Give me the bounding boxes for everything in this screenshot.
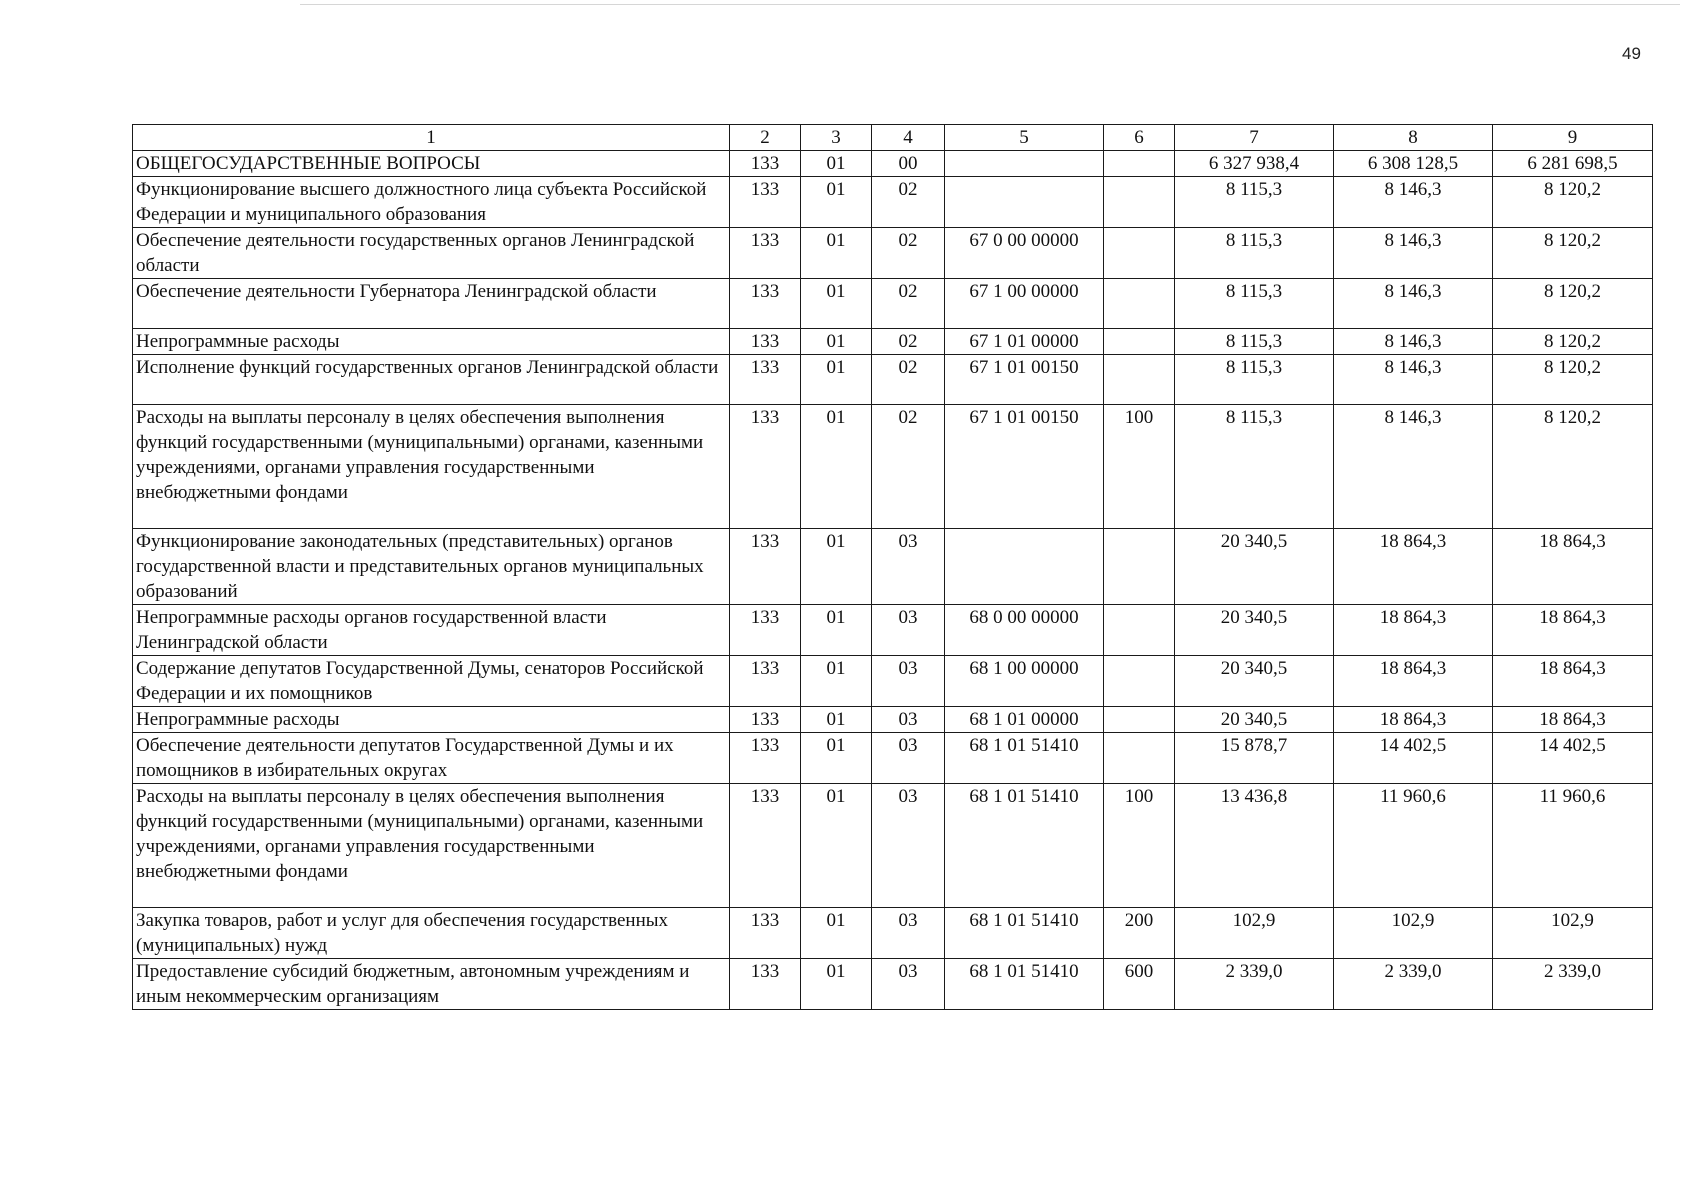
row-cell-c3: 01 bbox=[801, 656, 872, 707]
row-cell-c7: 8 115,3 bbox=[1175, 228, 1334, 279]
row-cell-c7: 13 436,8 bbox=[1175, 784, 1334, 908]
header-row bbox=[133, 125, 1653, 151]
row-name-cell: Функционирование высшего должностного лица субъекта Российской Федерации и муниципального образования bbox=[133, 177, 730, 228]
row-cell-c4: 03 bbox=[872, 908, 945, 959]
row-name-cell: Непрограммные расходы органов государственной власти Ленинградской области bbox=[133, 605, 730, 656]
row-cell-c3: 01 bbox=[801, 151, 872, 177]
table-row bbox=[133, 177, 1653, 228]
row-cell-c3: 01 bbox=[801, 605, 872, 656]
row-cell-c8: 18 864,3 bbox=[1334, 707, 1493, 733]
row-cell-c6: 200 bbox=[1104, 908, 1175, 959]
table-row bbox=[133, 529, 1653, 605]
row-cell-c2: 133 bbox=[730, 279, 801, 329]
row-cell-c2: 133 bbox=[730, 908, 801, 959]
row-cell-c9: 8 120,2 bbox=[1493, 355, 1653, 405]
row-cell-c5 bbox=[945, 151, 1104, 177]
row-cell-c2: 133 bbox=[730, 959, 801, 1010]
row-cell-c5: 68 1 01 51410 bbox=[945, 733, 1104, 784]
row-cell-c9: 18 864,3 bbox=[1493, 707, 1653, 733]
row-name-cell: Предоставление субсидий бюджетным, автономным учреждениям и иным некоммерческим организациям bbox=[133, 959, 730, 1010]
row-cell-c9: 8 120,2 bbox=[1493, 279, 1653, 329]
row-cell-c5 bbox=[945, 529, 1104, 605]
row-cell-c2: 133 bbox=[730, 707, 801, 733]
table-row bbox=[133, 656, 1653, 707]
row-cell-c4: 03 bbox=[872, 959, 945, 1010]
row-cell-c5: 67 1 00 00000 bbox=[945, 279, 1104, 329]
row-cell-c3: 01 bbox=[801, 177, 872, 228]
row-cell-c2: 133 bbox=[730, 784, 801, 908]
row-cell-c2: 133 bbox=[730, 529, 801, 605]
column-header: 2 bbox=[730, 125, 801, 151]
column-header: 7 bbox=[1175, 125, 1334, 151]
row-cell-c4: 02 bbox=[872, 228, 945, 279]
row-cell-c7: 8 115,3 bbox=[1175, 329, 1334, 355]
row-cell-c8: 18 864,3 bbox=[1334, 529, 1493, 605]
row-cell-c2: 133 bbox=[730, 405, 801, 529]
row-cell-c6 bbox=[1104, 151, 1175, 177]
row-cell-c6 bbox=[1104, 605, 1175, 656]
row-cell-c9: 11 960,6 bbox=[1493, 784, 1653, 908]
row-cell-c2: 133 bbox=[730, 177, 801, 228]
row-cell-c5: 67 0 00 00000 bbox=[945, 228, 1104, 279]
scan-edge-line bbox=[300, 4, 1680, 5]
row-cell-c9: 102,9 bbox=[1493, 908, 1653, 959]
row-cell-c6 bbox=[1104, 228, 1175, 279]
row-cell-c8: 8 146,3 bbox=[1334, 329, 1493, 355]
row-cell-c2: 133 bbox=[730, 733, 801, 784]
row-cell-c2: 133 bbox=[730, 329, 801, 355]
row-cell-c5: 67 1 01 00150 bbox=[945, 405, 1104, 529]
row-cell-c7: 8 115,3 bbox=[1175, 279, 1334, 329]
row-cell-c4: 00 bbox=[872, 151, 945, 177]
row-name-cell: Обеспечение деятельности государственных органов Ленинградской области bbox=[133, 228, 730, 279]
row-cell-c7: 20 340,5 bbox=[1175, 656, 1334, 707]
table-row bbox=[133, 151, 1653, 177]
row-cell-c8: 8 146,3 bbox=[1334, 405, 1493, 529]
row-cell-c4: 03 bbox=[872, 605, 945, 656]
table-row bbox=[133, 355, 1653, 405]
row-cell-c6 bbox=[1104, 733, 1175, 784]
row-cell-c8: 11 960,6 bbox=[1334, 784, 1493, 908]
table-row bbox=[133, 279, 1653, 329]
row-cell-c9: 6 281 698,5 bbox=[1493, 151, 1653, 177]
table-row bbox=[133, 405, 1653, 529]
row-name-cell: Обеспечение деятельности депутатов Государственной Думы и их помощников в избирательных округах bbox=[133, 733, 730, 784]
row-cell-c5: 68 1 01 00000 bbox=[945, 707, 1104, 733]
row-cell-c3: 01 bbox=[801, 355, 872, 405]
row-cell-c2: 133 bbox=[730, 228, 801, 279]
row-cell-c3: 01 bbox=[801, 529, 872, 605]
row-cell-c7: 15 878,7 bbox=[1175, 733, 1334, 784]
row-cell-c8: 2 339,0 bbox=[1334, 959, 1493, 1010]
table-row bbox=[133, 959, 1653, 1010]
column-header: 5 bbox=[945, 125, 1104, 151]
row-name-cell: Исполнение функций государственных органов Ленинградской области bbox=[133, 355, 730, 405]
column-header: 3 bbox=[801, 125, 872, 151]
row-cell-c4: 02 bbox=[872, 329, 945, 355]
row-cell-c4: 02 bbox=[872, 177, 945, 228]
column-header: 4 bbox=[872, 125, 945, 151]
row-cell-c3: 01 bbox=[801, 329, 872, 355]
row-name-cell: Непрограммные расходы bbox=[133, 707, 730, 733]
row-cell-c2: 133 bbox=[730, 605, 801, 656]
row-cell-c3: 01 bbox=[801, 908, 872, 959]
table-body bbox=[133, 151, 1653, 1010]
row-cell-c9: 8 120,2 bbox=[1493, 329, 1653, 355]
row-cell-c4: 03 bbox=[872, 784, 945, 908]
row-cell-c6 bbox=[1104, 177, 1175, 228]
row-name-cell: Содержание депутатов Государственной Думы, сенаторов Российской Федерации и их помощников bbox=[133, 656, 730, 707]
page-number: 49 bbox=[1622, 44, 1641, 63]
row-cell-c6: 100 bbox=[1104, 784, 1175, 908]
column-header: 1 bbox=[133, 125, 730, 151]
table-row bbox=[133, 228, 1653, 279]
row-cell-c4: 02 bbox=[872, 279, 945, 329]
table-row bbox=[133, 329, 1653, 355]
row-cell-c5: 68 1 00 00000 bbox=[945, 656, 1104, 707]
column-header: 8 bbox=[1334, 125, 1493, 151]
row-cell-c9: 18 864,3 bbox=[1493, 529, 1653, 605]
row-name-cell: Закупка товаров, работ и услуг для обеспечения государственных (муниципальных) нужд bbox=[133, 908, 730, 959]
row-cell-c3: 01 bbox=[801, 707, 872, 733]
row-cell-c5: 68 1 01 51410 bbox=[945, 784, 1104, 908]
row-cell-c4: 03 bbox=[872, 707, 945, 733]
row-cell-c4: 03 bbox=[872, 529, 945, 605]
row-cell-c8: 102,9 bbox=[1334, 908, 1493, 959]
row-name-cell: Расходы на выплаты персоналу в целях обеспечения выполнения функций государственными (муниципальными) органами, казенными учреждениями, органами управления государственными внебюджетными фондами bbox=[133, 405, 730, 529]
table-row bbox=[133, 908, 1653, 959]
row-cell-c7: 20 340,5 bbox=[1175, 605, 1334, 656]
row-cell-c2: 133 bbox=[730, 656, 801, 707]
row-cell-c9: 8 120,2 bbox=[1493, 228, 1653, 279]
row-cell-c9: 2 339,0 bbox=[1493, 959, 1653, 1010]
row-cell-c7: 102,9 bbox=[1175, 908, 1334, 959]
row-cell-c8: 18 864,3 bbox=[1334, 605, 1493, 656]
table-row bbox=[133, 733, 1653, 784]
row-cell-c6: 600 bbox=[1104, 959, 1175, 1010]
row-cell-c2: 133 bbox=[730, 151, 801, 177]
row-cell-c2: 133 bbox=[730, 355, 801, 405]
row-cell-c3: 01 bbox=[801, 228, 872, 279]
row-cell-c5: 68 1 01 51410 bbox=[945, 959, 1104, 1010]
row-cell-c7: 8 115,3 bbox=[1175, 405, 1334, 529]
row-cell-c6 bbox=[1104, 279, 1175, 329]
row-cell-c5: 67 1 01 00000 bbox=[945, 329, 1104, 355]
row-cell-c7: 6 327 938,4 bbox=[1175, 151, 1334, 177]
row-cell-c5: 67 1 01 00150 bbox=[945, 355, 1104, 405]
row-cell-c4: 02 bbox=[872, 405, 945, 529]
table-row bbox=[133, 707, 1653, 733]
row-name-cell: Расходы на выплаты персоналу в целях обеспечения выполнения функций государственными (муниципальными) органами, казенными учреждениями, органами управления государственными внебюджетными фондами bbox=[133, 784, 730, 908]
row-cell-c7: 8 115,3 bbox=[1175, 355, 1334, 405]
row-cell-c6 bbox=[1104, 529, 1175, 605]
row-cell-c9: 14 402,5 bbox=[1493, 733, 1653, 784]
row-name-cell: ОБЩЕГОСУДАРСТВЕННЫЕ ВОПРОСЫ bbox=[133, 151, 730, 177]
row-cell-c4: 03 bbox=[872, 733, 945, 784]
row-cell-c5: 68 1 01 51410 bbox=[945, 908, 1104, 959]
row-cell-c4: 02 bbox=[872, 355, 945, 405]
row-cell-c8: 18 864,3 bbox=[1334, 656, 1493, 707]
row-name-cell: Непрограммные расходы bbox=[133, 329, 730, 355]
row-cell-c6 bbox=[1104, 656, 1175, 707]
row-cell-c3: 01 bbox=[801, 959, 872, 1010]
row-cell-c5: 68 0 00 00000 bbox=[945, 605, 1104, 656]
row-cell-c8: 8 146,3 bbox=[1334, 279, 1493, 329]
row-cell-c6 bbox=[1104, 329, 1175, 355]
row-cell-c9: 8 120,2 bbox=[1493, 405, 1653, 529]
row-cell-c7: 8 115,3 bbox=[1175, 177, 1334, 228]
row-cell-c3: 01 bbox=[801, 405, 872, 529]
row-cell-c8: 8 146,3 bbox=[1334, 177, 1493, 228]
row-cell-c4: 03 bbox=[872, 656, 945, 707]
table-row bbox=[133, 784, 1653, 908]
row-name-cell: Обеспечение деятельности Губернатора Ленинградской области bbox=[133, 279, 730, 329]
row-cell-c8: 14 402,5 bbox=[1334, 733, 1493, 784]
row-cell-c5 bbox=[945, 177, 1104, 228]
row-cell-c9: 8 120,2 bbox=[1493, 177, 1653, 228]
row-cell-c8: 8 146,3 bbox=[1334, 355, 1493, 405]
row-cell-c7: 20 340,5 bbox=[1175, 707, 1334, 733]
row-cell-c3: 01 bbox=[801, 279, 872, 329]
row-cell-c3: 01 bbox=[801, 733, 872, 784]
budget-table bbox=[132, 124, 1653, 1010]
row-cell-c8: 6 308 128,5 bbox=[1334, 151, 1493, 177]
row-cell-c8: 8 146,3 bbox=[1334, 228, 1493, 279]
row-name-cell: Функционирование законодательных (представительных) органов государственной власти и представительных органов муниципальных образований bbox=[133, 529, 730, 605]
row-cell-c6 bbox=[1104, 355, 1175, 405]
row-cell-c7: 20 340,5 bbox=[1175, 529, 1334, 605]
row-cell-c3: 01 bbox=[801, 784, 872, 908]
column-header: 9 bbox=[1493, 125, 1653, 151]
row-cell-c9: 18 864,3 bbox=[1493, 605, 1653, 656]
row-cell-c7: 2 339,0 bbox=[1175, 959, 1334, 1010]
table-row bbox=[133, 605, 1653, 656]
row-cell-c9: 18 864,3 bbox=[1493, 656, 1653, 707]
row-cell-c6: 100 bbox=[1104, 405, 1175, 529]
row-cell-c6 bbox=[1104, 707, 1175, 733]
column-header: 6 bbox=[1104, 125, 1175, 151]
